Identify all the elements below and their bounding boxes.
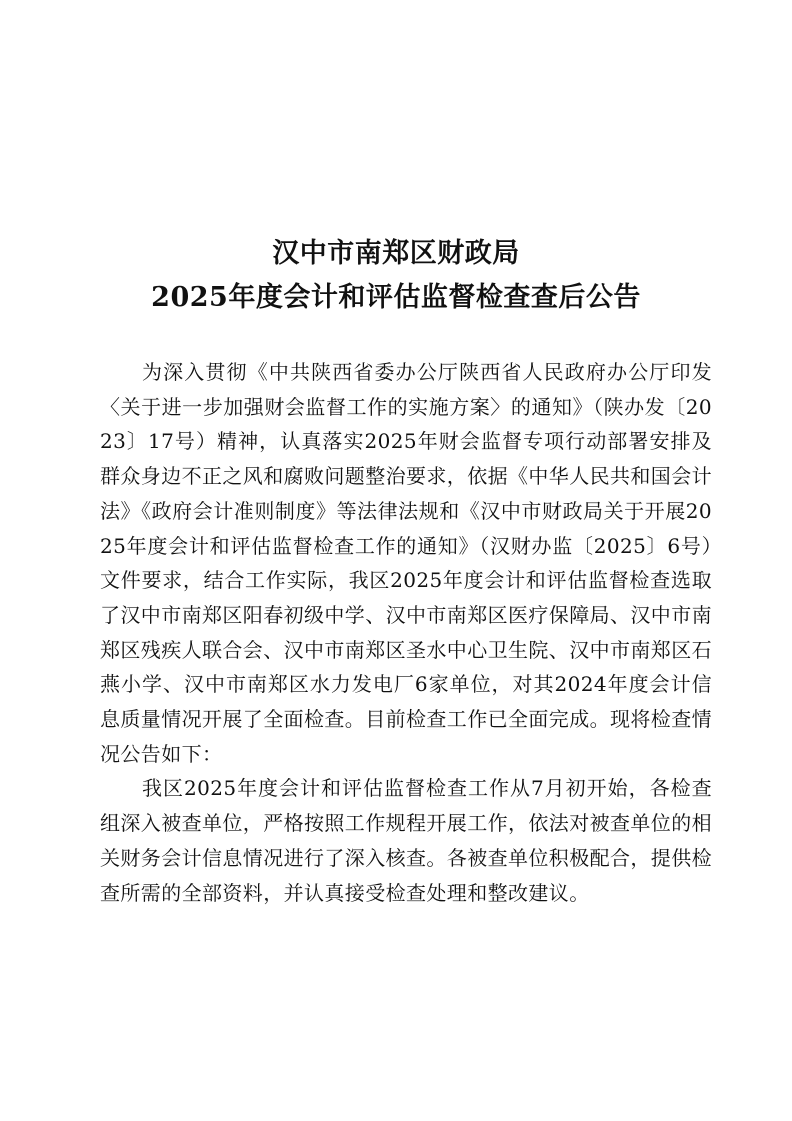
document-title	[90, 232, 702, 320]
paragraph-intro: 为深入贯彻《中共陕西省委办公厅陕西省人民政府办公厅印发〈关于进一步加强财会监督工作的实施方案〉的通知》（陕办发〔2023〕17号）精神，认真落实2025年财会监督专项行动部署安排及群众身边不正之风和腐败问题整治要求，依据《中华人民共和国会计法》《政府会计准则制度》等法律法规和《汉中市财政局关于开展2025年度会计和评估监督检查工作的通知》（汉财办监〔2025〕6号）文件要求，结合工作实际，我区2025年度会计和评估监督检查选取了汉中市南郑区阳春初级中学、汉中市南郑区医疗保障局、汉中市南郑区残疾人联合会、汉中市南郑区圣水中心卫生院、汉中市南郑区石燕小学、汉中市南郑区水力发电厂6家单位，对其2024年度会计信息质量情况开展了全面检查。目前检查工作已全面完成。现将检查情况公告如下：	[100, 360, 712, 766]
title-subject: 2025年度会计和评估监督检查查后公告	[151, 282, 641, 313]
document-body	[100, 355, 712, 910]
title-issuer: 汉中市南郑区财政局	[272, 238, 520, 269]
paragraph-progress: 我区2025年度会计和评估监督检查工作从7月初开始，各检查组深入被查单位，严格按照工作规程开展工作，依法对被查单位的相关财务会计信息情况进行了深入核查。各被查单位积极配合，提供检查所需的全部资料，并认真接受检查处理和整改建议。	[100, 776, 712, 905]
